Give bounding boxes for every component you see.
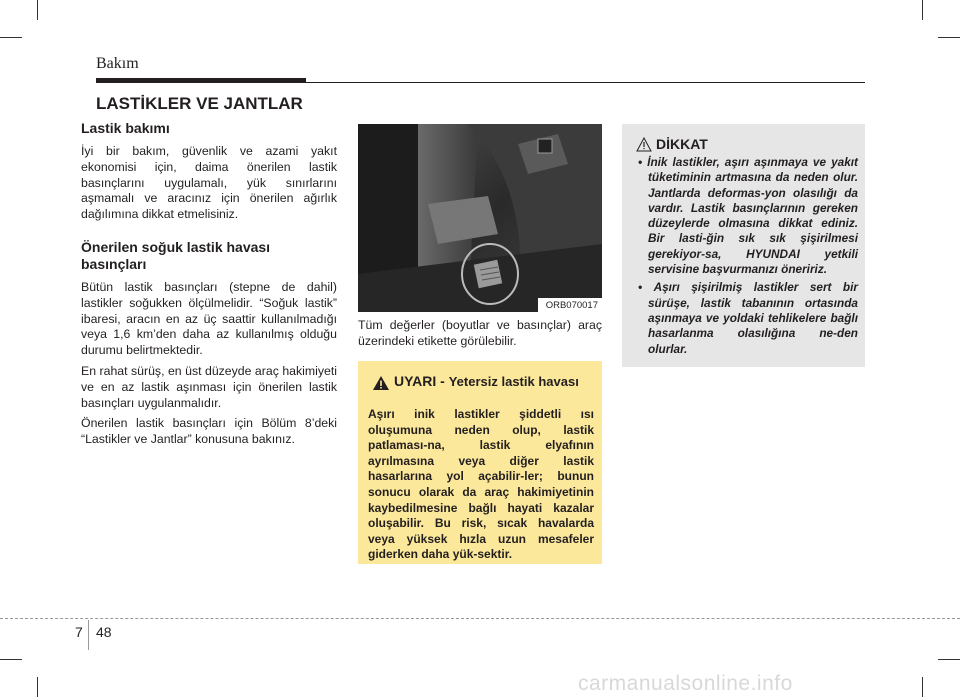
page-number-divider	[88, 620, 89, 650]
warning-title: Yetersiz lastik havası	[448, 374, 579, 389]
crop-mark	[922, 677, 923, 697]
caution-item-text: İnik lastikler, aşırı aşınmaya ve yakıt tüketiminin artmasına da neden olur. Jantlarda deformas-yon olasılığı da vardır. Lastik basınçlarının gereken düzeylerde olmasına dikkat ediniz. Bir lasti-ğin sık sık şişirilmesi gerekiyor-sa, HYUNDAI yetkili servisine başvurmanızı öneririz.	[647, 155, 858, 277]
crop-mark	[922, 0, 923, 20]
caution-item-text: Aşırı şişirilmiş lastikler sert bir sürüşe, lastik tabanının ortasında aşınmaya ve yoldaki tehlikelere bağlı hasarlanma olasılığına ne-den olurlar.	[648, 280, 858, 356]
cold-pressure-paragraph: Önerilen lastik basınçları için Bölüm 8’deki “Lastikler ve Jantlar” konusuna bakınız.	[81, 416, 337, 447]
caution-triangle-icon	[636, 137, 652, 152]
header-rule-thick	[96, 78, 306, 83]
crop-mark	[938, 37, 960, 38]
section-title: LASTİKLER VE JANTLAR	[96, 94, 303, 113]
figure-code: ORB070017	[545, 300, 598, 311]
cold-pressure-paragraph: En rahat sürüş, en üst düzeyde araç hakimiyeti ve en az lastik aşınması için önerilen lastik basınçları uygulanmalıdır.	[81, 363, 337, 410]
crop-mark	[37, 0, 38, 20]
crop-mark	[0, 659, 22, 660]
crop-mark	[938, 659, 960, 660]
caution-box	[622, 124, 865, 367]
page-number: 48	[96, 624, 112, 640]
caution-heading: DİKKAT	[656, 136, 708, 152]
caution-list	[630, 155, 858, 360]
warning-box	[358, 361, 602, 564]
tire-care-paragraph: İyi bir bakım, güvenlik ve azami yakıt ekonomisi için, daima önerilen lastik basınçlarını uygulamalı, yük sınırlarını aşmamalı ve aracınız için önerilen ağırlık dağılımına dikkat etmelisiniz.	[81, 144, 337, 222]
footer-rule	[0, 618, 960, 619]
figure-caption: Tüm değerler (boyutlar ve basınçlar) araç üzerindeki etikette görülebilir.	[358, 318, 602, 348]
warning-heading	[374, 373, 594, 389]
warning-body: Aşırı inik lastikler şiddetli ısı oluşumuna neden olup, lastik patlaması-na, lastik elyafının ayrılmasına veya diğer lastik hasarlarına yol açabilir-ler; bunun sonucu olarak da araç hakimiyetinin kaybedilmesine bağlı hayati kazalar oluşabilir. Bu risk, sıcak havalarda veya yüksek hızla uzun mesafeler giderken daha yük-sektir.	[368, 407, 594, 562]
door-pillar-illustration	[358, 124, 602, 312]
cold-pressure-heading: Önerilen soğuk lastik havası basınçları	[81, 238, 271, 272]
warning-label: UYARI -	[394, 373, 445, 389]
caution-item: • Aşırı şişirilmiş lastikler sert bir sürüşe, lastik tabanının ortasında aşınmaya ve yoldaki tehlikelere bağlı hasarlanma olasılığına ne-den olurlar.	[638, 280, 858, 356]
chapter-number: 7	[75, 624, 83, 640]
crop-mark	[0, 37, 22, 38]
caution-item: • İnik lastikler, aşırı aşınmaya ve yakıt tüketiminin artmasına da neden olur. Jantlarda deformas-yon olasılığı da vardır. Lastik basınçlarının gereken düzeylerde olmasına dikkat ediniz. Bir lasti-ğin sık sık şişirilmesi gerekiyor-sa, HYUNDAI yetkili servisine başvurmanızı öneririz.	[638, 155, 858, 277]
left-column	[81, 120, 337, 453]
chapter-title: Bakım	[96, 55, 139, 72]
header-rule-thin	[306, 82, 865, 83]
crop-mark	[37, 677, 38, 697]
cold-pressure-paragraph: Bütün lastik basınçları (stepne de dahil) lastikler soğukken ölçülmelidir. “Soğuk lastik” ibaresi, aracın en az üç saattir kullanılmadığı veya 1,6 km’den daha az kullanılmış olduğu durumu belirtmektedir.	[81, 279, 337, 358]
door-pillar-photo	[358, 124, 602, 312]
tire-care-heading: Lastik bakımı	[81, 120, 170, 136]
watermark: carmanualsonline.info	[578, 672, 793, 695]
